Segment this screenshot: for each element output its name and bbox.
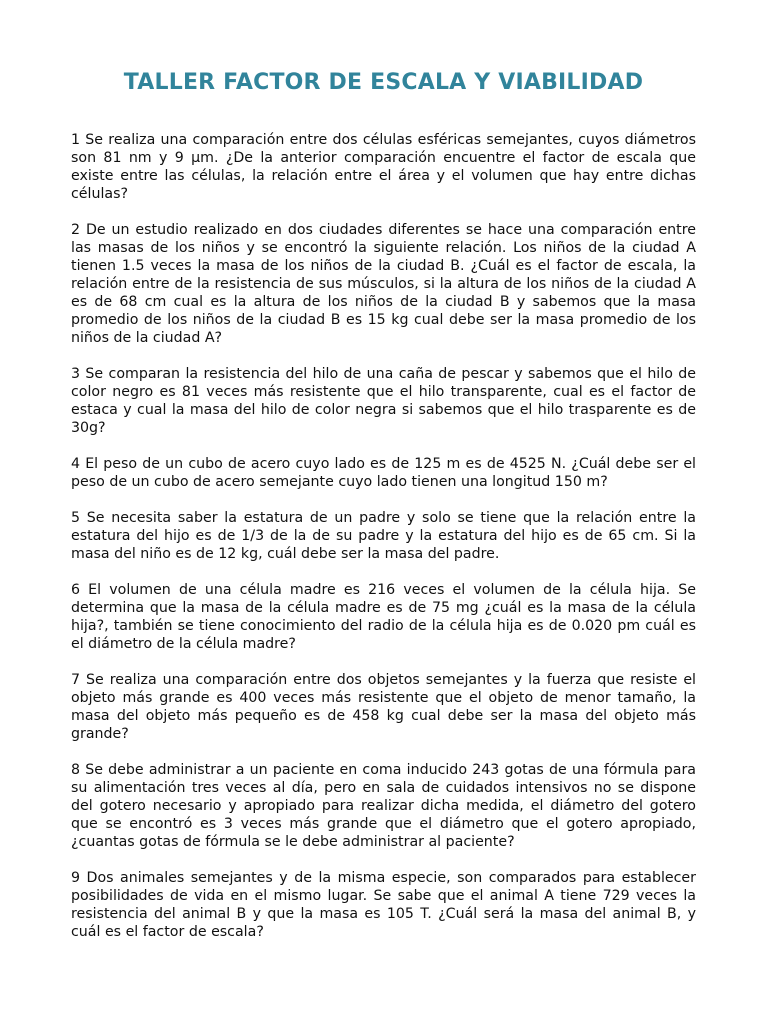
- question-3: 3 Se comparan la resistencia del hilo de una caña de pescar y sabemos que el hilo de color negro es 81 veces más resistente que el hilo transparente, cual es el factor de estaca y cual la masa del hilo de color negra si sabemos que el hilo trasparente es de 30g?: [71, 366, 696, 436]
- question-8: 8 Se debe administrar a un paciente en coma inducido 243 gotas de una fórmula para su alimentación tres veces al día, pero en sala de cuidados intensivos no se dispone del gotero necesario y apropiado para realizar dicha medida, el diámetro del gotero que se encontró es 3 veces más grande que el diámetro que el gotero apropiado, ¿cuantas gotas de fórmula se le debe administrar al paciente?: [71, 762, 696, 850]
- document-page: [71, 70, 696, 959]
- question-7: 7 Se realiza una comparación entre dos objetos semejantes y la fuerza que resiste el objeto más grande es 400 veces más resistente que el objeto de menor tamaño, la masa del objeto más pequeño es de 458 kg cual debe ser la masa del objeto más grande?: [71, 672, 696, 742]
- question-9: 9 Dos animales semejantes y de la misma especie, son comparados para establecer posibilidades de vida en el mismo lugar. Se sabe que el animal A tiene 729 veces la resistencia del animal B y que la masa es 105 T. ¿Cuál será la masa del animal B, y cuál es el factor de escala?: [71, 870, 696, 940]
- question-5: 5 Se necesita saber la estatura de un padre y solo se tiene que la relación entre la estatura del hijo es de 1/3 de la de su padre y la estatura del hijo es de 65 cm. Si la masa del niño es de 12 kg, cuál debe ser la masa del padre.: [71, 510, 696, 562]
- question-list: [71, 131, 696, 941]
- question-1: 1 Se realiza una comparación entre dos células esféricas semejantes, cuyos diámetros son 81 nm y 9 µm. ¿De la anterior comparación encuentre el factor de escala que existe entre las células, la relación entre el área y el volumen que hay entre dichas células?: [71, 132, 696, 202]
- question-6: 6 El volumen de una célula madre es 216 veces el volumen de la célula hija. Se determina que la masa de la célula madre es de 75 mg ¿cuál es la masa de la célula hija?, también se tiene conocimiento del radio de la célula hija es de 0.020 pm cuál es el diámetro de la célula madre?: [71, 582, 696, 652]
- question-4: 4 El peso de un cubo de acero cuyo lado es de 125 m es de 4525 N. ¿Cuál debe ser el peso de un cubo de acero semejante cuyo lado tienen una longitud 150 m?: [71, 456, 696, 490]
- document-title: TALLER FACTOR DE ESCALA Y VIABILIDAD: [123, 70, 644, 95]
- question-2: 2 De un estudio realizado en dos ciudades diferentes se hace una comparación entre las masas de los niños y se encontró la siguiente relación. Los niños de la ciudad A tienen 1.5 veces la masa de los niños de la ciudad B. ¿Cuál es el factor de escala, la relación entre de la resistencia de sus músculos, si la altura de los niños de la ciudad A es de 68 cm cual es la altura de los niños de la ciudad B y sabemos que la masa promedio de los niños de la ciudad B es 15 kg cual debe ser la masa promedio de los niños de la ciudad A?: [71, 222, 696, 346]
